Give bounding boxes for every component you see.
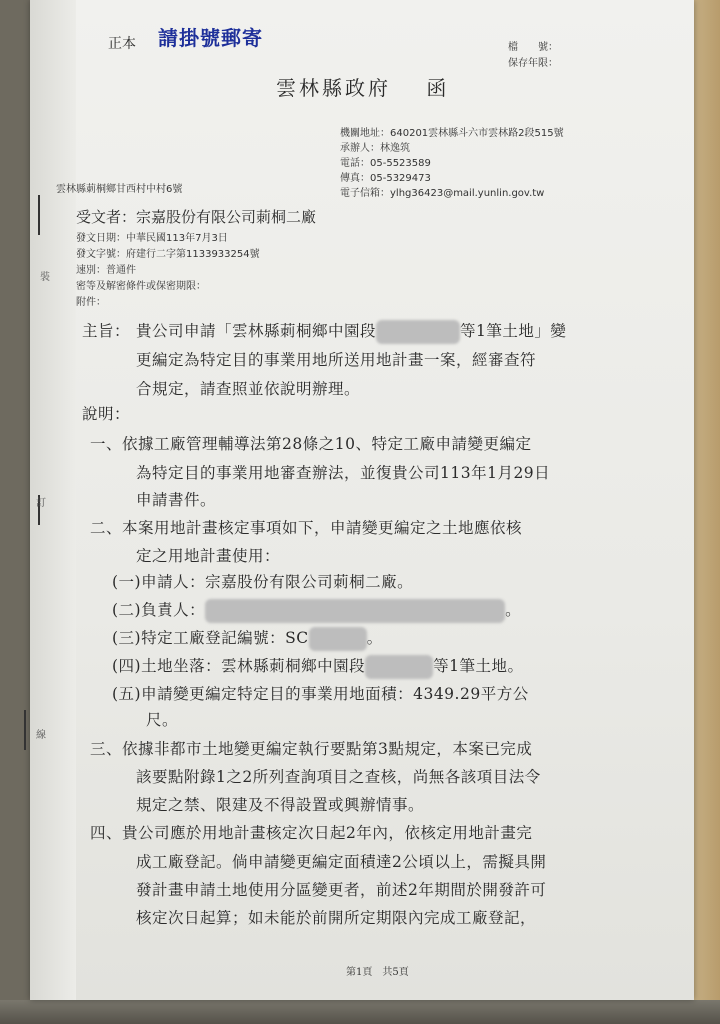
document-type: 函	[426, 76, 450, 100]
sub-item-label: (二)負責人：	[112, 601, 206, 619]
registered-mail-stamp: 請掛號郵寄	[158, 26, 263, 50]
handler: 承辦人：林逸筑	[340, 143, 410, 154]
sub-item-3	[112, 624, 383, 653]
agency-address: 機關地址：640201雲林縣斗六市雲林路2段515號	[340, 128, 564, 139]
item-4-line-1: 四、貴公司應於用地計畫核定次日起2年內，依核定用地計畫完	[90, 824, 533, 842]
subject-text: 等1筆土地」變	[460, 322, 567, 340]
speed-class: 速別：普通件	[76, 265, 136, 276]
binding-line	[24, 710, 26, 750]
sub-item-1: (一)申請人：宗嘉股份有限公司莿桐二廠。	[112, 573, 414, 591]
document-number: 發文字號：府建行二字第1133933254號	[76, 249, 260, 260]
binding-mark-bottom: 線	[36, 730, 46, 741]
phone: 電話：05-5523589	[340, 158, 431, 169]
archive-number: 檔 號：	[508, 42, 558, 53]
item-4-line-2: 成工廠登記。倘申請變更編定面積達2公頃以上，需擬具開	[136, 853, 547, 871]
sub-item-label: (四)土地坐落：雲林縣莿桐鄉中園段	[112, 657, 366, 675]
item-1-line-2: 為特定目的事業用地審查辦法，並復貴公司113年1月29日	[136, 464, 551, 482]
sub-item-end: 等1筆土地。	[433, 657, 524, 675]
recipient: 受文者：宗嘉股份有限公司莿桐二廠	[76, 208, 317, 226]
sub-item-end: 。	[505, 601, 522, 619]
fax: 傳真：05-5329473	[340, 173, 431, 184]
page-footer: 第1頁 共5頁	[346, 967, 409, 978]
subject-label: 主旨：	[82, 322, 131, 340]
retention-period: 保存年限：	[508, 58, 558, 69]
security-level: 密等及解密條件或保密期限：	[76, 281, 206, 292]
redaction	[205, 599, 505, 623]
item-1-line-1: 一、依據工廠管理輔導法第28條之10、特定工廠申請變更編定	[90, 435, 532, 453]
copy-label: 正本	[108, 36, 136, 52]
item-4-line-4: 核定次日起算；如未能於前開所定期限內完成工廠登記，	[136, 909, 537, 927]
sub-item-2	[112, 596, 521, 625]
item-3-line-1: 三、依據非都市土地變更編定執行要點第3點規定，本案已完成	[90, 740, 533, 758]
redaction	[376, 320, 460, 344]
subject-line-2: 更編定為特定目的事業用地所送用地計畫一案，經審查符	[136, 351, 537, 369]
item-3-line-3: 規定之禁、限建及不得設置或興辦情事。	[136, 796, 425, 814]
agency-name	[276, 72, 449, 101]
contact-block	[340, 124, 564, 199]
recipient-address: 雲林縣莿桐鄉甘西村中村6號	[56, 184, 183, 195]
subject-line-3: 合規定，請查照並依說明辦理。	[136, 380, 361, 398]
binding-line	[38, 195, 40, 235]
redaction	[365, 655, 433, 679]
desk-edge	[0, 1000, 720, 1024]
item-2-line-2: 定之用地計畫使用：	[136, 547, 281, 565]
sub-item-4	[112, 652, 523, 681]
agency-title: 雲林縣政府	[276, 76, 391, 100]
item-1-line-3: 申請書件。	[136, 491, 217, 509]
binding-mark-middle: 訂	[36, 498, 46, 509]
item-3-line-2: 該要點附錄1之2所列查詢項目之查核，尚無各該項目法令	[136, 768, 541, 786]
redaction	[309, 627, 367, 651]
item-2-line-1: 二、本案用地計畫核定事項如下，申請變更編定之土地應依核	[90, 519, 523, 537]
sub-item-5-line-2: 尺。	[146, 711, 179, 729]
sub-item-label: (三)特定工廠登記編號：SC	[112, 629, 309, 647]
subject-line-1	[136, 317, 566, 346]
sub-item-end: 。	[366, 629, 383, 647]
issue-date: 發文日期：中華民國113年7月3日	[76, 233, 228, 244]
item-4-line-3: 發計畫申請土地使用分區變更者，前述2年期間於開發許可	[136, 881, 547, 899]
email: 電子信箱：ylhg36423@mail.yunlin.gov.tw	[340, 188, 545, 199]
sub-item-5-line-1: (五)申請變更編定特定目的事業用地面積：4349.29平方公	[112, 685, 529, 703]
attachment: 附件：	[76, 297, 106, 308]
binding-mark-top: 裝	[40, 272, 50, 283]
subject-text: 貴公司申請「雲林縣莿桐鄉中園段	[136, 322, 377, 340]
document-page	[30, 0, 694, 1000]
explanation-label: 說明：	[82, 405, 131, 423]
